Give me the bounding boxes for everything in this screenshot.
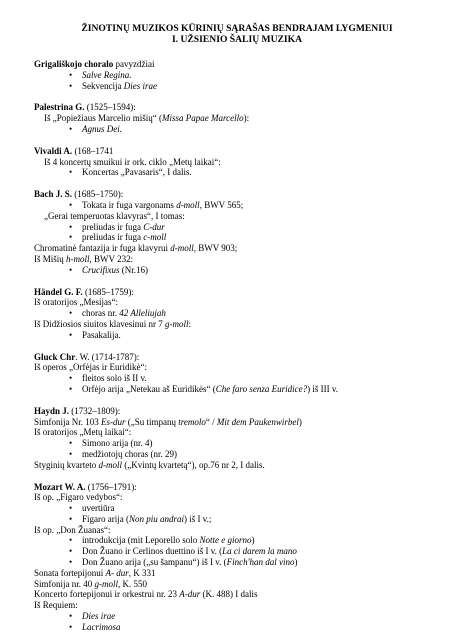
italic-text: c-moll: [143, 232, 167, 243]
italic-text: Che faro senza Euridice?: [215, 383, 308, 394]
italic-text: C-dur: [143, 221, 165, 232]
text-span: Styginių kvarteto: [34, 459, 99, 470]
list-item: [34, 611, 440, 622]
list-item: [34, 384, 440, 395]
bullet-icon: •: [69, 123, 73, 134]
bullet-icon: •: [69, 329, 73, 340]
bullet-icon: •: [69, 557, 73, 568]
text-span: Sekvencija: [82, 80, 124, 91]
composer-dates: (1525–1594):: [84, 102, 136, 113]
italic-text: A-dur: [179, 589, 201, 600]
text-span: Iš oratorijos „Mesijas“:: [34, 297, 118, 308]
text-span: ) iš III v.: [307, 383, 339, 394]
text-span: preliudas ir fuga: [82, 232, 144, 243]
italic-text: La ci darem la mano: [222, 546, 297, 557]
text-span: (Nr.16): [119, 264, 148, 275]
text-span: Orfėjo arija „Netekau aš Euridikės“ (: [82, 383, 216, 394]
list-item: [34, 503, 440, 514]
text-span: Sonata fortepijonui: [34, 567, 106, 578]
composer-name: Haydn J.: [34, 405, 70, 416]
italic-text: 42 Alleliujah: [119, 308, 166, 319]
composer-name: Gluck Chr: [34, 351, 76, 362]
text-line: [34, 589, 440, 600]
composer-name: Mozart W. A.: [34, 481, 86, 492]
italic-text: Salve Regina.: [82, 69, 132, 80]
italic-text: Non piu andrai: [128, 513, 184, 524]
text-span: Iš oratorijos „Metų laikai“:: [34, 427, 132, 438]
text-span: ):: [243, 113, 250, 124]
text-span: „Gerai temperuotas klavyras“, I tomas:: [44, 210, 185, 221]
document-title-line-2: I. UŽSIENIO ŠALIŲ MUZIKA: [171, 34, 303, 45]
composer-name: Bach J. S.: [34, 189, 73, 200]
list-item: [34, 124, 440, 135]
list-item: [34, 265, 440, 276]
composer-section: [34, 482, 440, 633]
document-title-line-1: ŽINOTINŲ MUZIKOS KŪRINIŲ SĄRAŠAS BENDRAJAM LYGMENIUI: [81, 23, 393, 34]
bullet-icon: •: [69, 448, 73, 459]
text-span: („Su timpanų: [125, 416, 179, 427]
composer-section: [34, 352, 440, 395]
composer-dates: . W. (1714-1787):: [75, 351, 140, 362]
text-span: Iš op. „Don Žuanas“:: [34, 524, 111, 535]
composer-name: Grigališkojo choralo: [34, 59, 114, 69]
list-item: [34, 622, 440, 633]
bullet-icon: •: [69, 546, 73, 557]
italic-text: Missa Papae Marcello: [161, 113, 244, 124]
text-span: medžiotojų choras (nr. 29): [82, 448, 177, 459]
list-item: [34, 232, 440, 243]
text-span: introdukcija (mit Leporello solo: [82, 535, 200, 546]
composer-section: [34, 189, 440, 275]
text-span: Iš Mišių: [34, 253, 67, 264]
bullet-icon: •: [69, 167, 73, 178]
list-item: [34, 535, 440, 546]
composer-heading: [34, 352, 440, 363]
text-span: Tokata ir fuga vargonams: [82, 199, 177, 210]
composer-heading: [34, 189, 440, 200]
text-span: , K. 550: [118, 578, 147, 589]
bullet-icon: •: [69, 535, 73, 546]
italic-text: Mit dem Paukenwirbel: [216, 416, 299, 427]
bullet-icon: •: [69, 264, 73, 275]
text-line: [34, 297, 440, 308]
bullet-icon: •: [69, 611, 73, 622]
bullet-icon: •: [69, 80, 73, 91]
italic-text: Agnus Dei.: [82, 123, 122, 134]
composer-heading: [34, 482, 440, 493]
list-item: [34, 514, 440, 525]
text-span: Don Žuano arija („su šampanu“) iš I v. (: [82, 557, 227, 568]
list-item: [34, 449, 440, 460]
text-span: Don Žuano ir Cerlinos duettino iš I v. (: [82, 546, 223, 557]
list-item: [34, 167, 440, 178]
list-item: [34, 557, 440, 568]
text-span: :: [188, 318, 192, 329]
text-span: uvertiūra: [82, 503, 115, 514]
bullet-icon: •: [69, 373, 73, 384]
italic-text: Es-dur: [101, 416, 126, 427]
text-span: ): [294, 557, 298, 568]
italic-text: Crucifixus: [82, 264, 120, 275]
italic-text: Dies irae: [123, 80, 157, 91]
text-line: [34, 460, 440, 471]
sections-container: [34, 59, 440, 633]
text-span: , BWV 232:: [89, 253, 134, 264]
composer-name: Händel G. F.: [34, 286, 83, 297]
text-line: [34, 243, 440, 254]
composer-section: [34, 287, 440, 341]
text-span: choras nr.: [82, 308, 120, 319]
text-span: Iš operos „Orfėjas ir Euridikė“:: [34, 362, 147, 373]
list-item: [34, 438, 440, 449]
italic-text: g-moll: [165, 318, 189, 329]
text-span: (K. 488) I dalis: [200, 589, 258, 600]
italic-text: d-moll: [98, 459, 122, 470]
text-span: Iš 4 koncertų smuikui ir ork. ciklo „Metų laikai“:: [44, 156, 221, 167]
text-line: [34, 254, 440, 265]
text-span: Iš Didžiosios siuitos klavesinui nr 7: [34, 318, 165, 329]
composer-heading: [34, 287, 440, 298]
composer-dates: (1756–1791):: [85, 481, 137, 492]
italic-text: h-moll: [66, 253, 90, 264]
bullet-icon: •: [69, 513, 73, 524]
composer-dates: (1732–1809):: [69, 405, 121, 416]
text-line: [34, 568, 440, 579]
text-span: ): [298, 416, 302, 427]
text-line: [34, 579, 440, 590]
text-span: Koncerto fortepijonui ir orkestrui nr. 23: [34, 589, 180, 600]
text-line: [34, 157, 440, 168]
composer-heading: [34, 59, 440, 70]
text-span: preliudas ir fuga: [82, 221, 144, 232]
text-line: [34, 362, 440, 373]
bullet-icon: •: [69, 503, 73, 514]
composer-section: [34, 406, 440, 471]
text-span: , K 331: [128, 567, 156, 578]
text-line: [34, 600, 440, 611]
text-span: , BWV 565;: [199, 199, 244, 210]
text-line: [34, 113, 440, 124]
bullet-icon: •: [69, 383, 73, 394]
text-span: , BWV 903;: [193, 243, 238, 254]
text-span: ): [251, 535, 255, 546]
composer-name: Vivaldi A.: [34, 145, 73, 156]
italic-text: d-moll: [176, 199, 200, 210]
composer-section: [34, 59, 440, 91]
italic-text: Dies irae: [82, 611, 116, 622]
list-item: [34, 222, 440, 233]
text-span: Simfonija Nr. 103: [34, 416, 101, 427]
composer-heading: [34, 406, 440, 417]
bullet-icon: •: [69, 308, 73, 319]
italic-text: A- dur: [105, 567, 129, 578]
text-line: [34, 427, 440, 438]
text-span: ) iš I v.;: [184, 513, 212, 524]
italic-text: Lacrimosa: [82, 621, 121, 632]
text-span: Figaro arija (: [82, 513, 129, 524]
list-item: [34, 200, 440, 211]
composer-heading: [34, 102, 440, 113]
text-line: [34, 525, 440, 536]
text-span: Pasakalija.: [82, 329, 121, 340]
text-span: Iš „Popiežiaus Marcelio mišių“ (: [44, 113, 162, 124]
text-span: Simono arija (nr. 4): [82, 438, 153, 449]
text-span: Simfonija nr. 40: [34, 578, 95, 589]
text-line: [34, 319, 440, 330]
list-item: [34, 546, 440, 557]
bullet-icon: •: [69, 438, 73, 449]
list-item: [34, 70, 440, 81]
composer-dates: pavyzdžiai: [113, 59, 155, 69]
italic-text: g-moll: [94, 578, 118, 589]
text-span: Chromatinė fantazija ir fuga klavyrui: [34, 243, 171, 254]
bullet-icon: •: [69, 199, 73, 210]
text-span: “ /: [205, 416, 217, 427]
composer-name: Palestrina G.: [34, 102, 85, 113]
text-span: Koncertas „Pavasaris“, I dalis.: [82, 167, 192, 178]
list-item: [34, 308, 440, 319]
composer-dates: (1685–1750):: [72, 189, 124, 200]
composer-section: [34, 146, 440, 178]
composer-heading: [34, 146, 440, 157]
bullet-icon: •: [69, 232, 73, 243]
text-line: [34, 492, 440, 503]
composer-section: [34, 102, 440, 134]
text-span: („Kvintų kvartetą“), op.76 nr 2, I dalis.: [122, 459, 265, 470]
italic-text: d-moll: [170, 243, 194, 254]
text-span: Iš op. „Figaro vedybos“:: [34, 492, 123, 503]
italic-text: Finch'han dal vino: [226, 557, 295, 568]
list-item: [34, 81, 440, 92]
italic-text: Notte e giorno: [199, 535, 252, 546]
text-span: fleitos solo iš II v.: [82, 373, 147, 384]
bullet-icon: •: [69, 69, 73, 80]
text-line: [34, 211, 440, 222]
bullet-icon: •: [69, 621, 73, 632]
text-line: [34, 417, 440, 428]
list-item: [34, 373, 440, 384]
composer-dates: (168–1741: [72, 145, 114, 156]
italic-text: tremolo: [178, 416, 206, 427]
bullet-icon: •: [69, 221, 73, 232]
list-item: [34, 330, 440, 341]
text-span: Iš Requiem:: [34, 600, 78, 611]
composer-dates: (1685–1759):: [82, 286, 134, 297]
